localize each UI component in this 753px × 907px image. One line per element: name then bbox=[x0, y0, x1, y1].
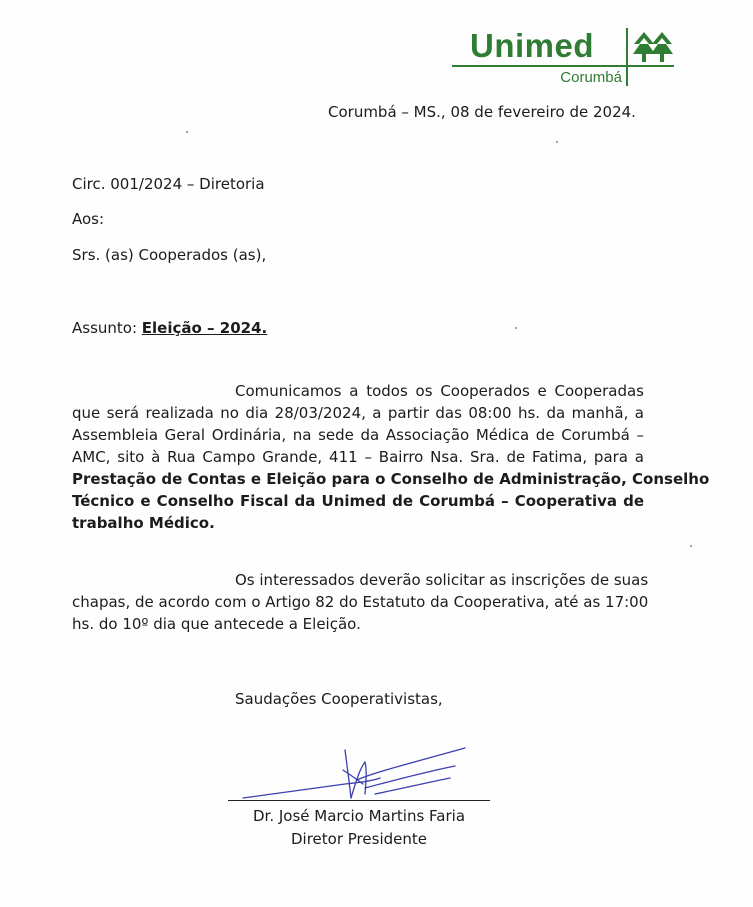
paragraph-line: Comunicamos a todos os Cooperados e Cooperadas bbox=[235, 382, 644, 400]
paragraph-line: AMC, sito à Rua Campo Grande, 411 – Bairro Nsa. Sra. de Fatima, para a bbox=[72, 448, 644, 466]
paragraph-line-bold: Técnico e Conselho Fiscal da Unimed de Corumbá – Cooperativa de bbox=[72, 492, 644, 510]
recipients: Srs. (as) Cooperados (as), bbox=[72, 246, 267, 264]
paragraph-line: hs. do 10º dia que antecede a Eleição. bbox=[72, 615, 361, 633]
body-paragraph-2 bbox=[72, 569, 649, 635]
signature-line bbox=[228, 800, 490, 801]
paragraph-line-bold: trabalho Médico. bbox=[72, 514, 215, 532]
paragraph-line: Assembleia Geral Ordinária, na sede da Associação Médica de Corumbá – bbox=[72, 426, 644, 444]
signatory-name: Dr. José Marcio Martins Faria bbox=[252, 807, 466, 825]
subject-label: Assunto: bbox=[72, 319, 142, 337]
paragraph-line: Os interessados deverão solicitar as inscrições de suas bbox=[235, 571, 649, 589]
signatory-title: Diretor Presidente bbox=[291, 830, 427, 848]
scan-speck bbox=[556, 141, 558, 143]
recipients-label: Aos: bbox=[72, 210, 105, 228]
unimed-logo bbox=[452, 24, 682, 90]
subject-line bbox=[72, 318, 267, 338]
logo-city-text: Corumbá bbox=[560, 69, 622, 86]
logo-horizontal-rule bbox=[452, 65, 674, 67]
closing-salutation: Saudações Cooperativistas, bbox=[235, 690, 443, 708]
date-line: Corumbá – MS., 08 de fevereiro de 2024. bbox=[328, 103, 636, 121]
circular-reference: Circ. 001/2024 – Diretoria bbox=[72, 175, 265, 193]
logo-vertical-rule bbox=[626, 28, 628, 86]
pine-trees-icon bbox=[632, 30, 674, 64]
paragraph-line: chapas, de acordo com o Artigo 82 do Estatuto da Cooperativa, até as 17:00 bbox=[72, 593, 649, 611]
paragraph-line-bold: Prestação de Contas e Eleição para o Conselho de Administração, Conselho bbox=[72, 470, 710, 488]
subject-value: Eleição – 2024. bbox=[141, 319, 268, 337]
paragraph-line: que será realizada no dia 28/03/2024, a partir das 08:00 hs. da manhã, a bbox=[72, 404, 644, 422]
scan-speck bbox=[186, 131, 188, 133]
scan-speck bbox=[515, 327, 517, 329]
body-paragraph-1 bbox=[72, 380, 710, 534]
scan-speck bbox=[690, 545, 692, 547]
logo-brand-text: Unimed bbox=[470, 27, 595, 64]
